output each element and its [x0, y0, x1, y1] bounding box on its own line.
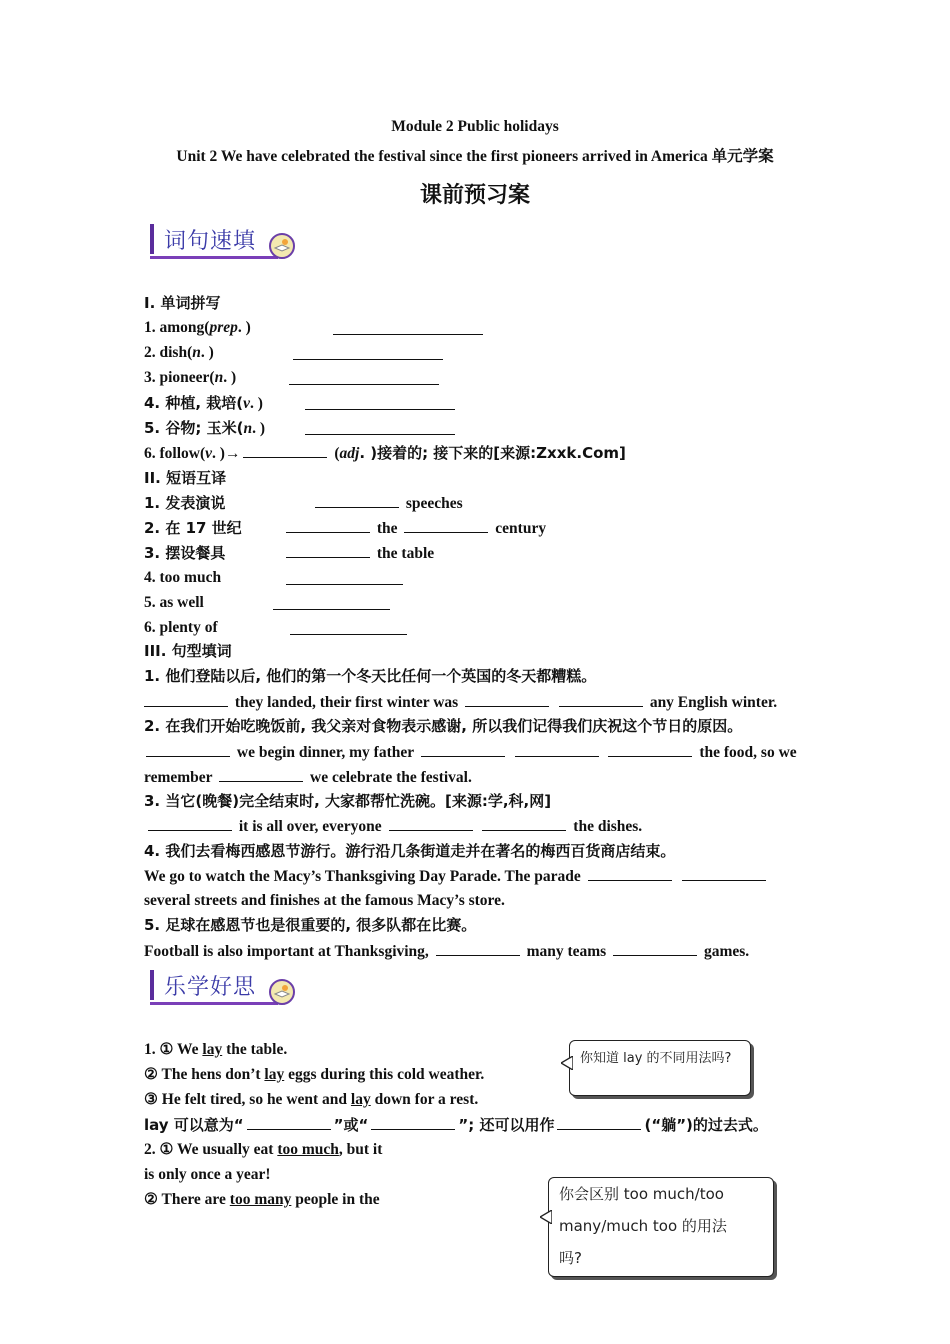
sentence-4-blank-b[interactable] [682, 866, 766, 881]
sentence-2-blank-e[interactable] [219, 767, 303, 782]
lay-example-1-pre: 1. ① We [144, 1041, 203, 1058]
vocab-item-3 [144, 368, 236, 388]
vocab-blank-5[interactable] [305, 420, 455, 435]
vocab-item-5-close: . ) [252, 420, 265, 437]
hint-bubble-line-3: 吗? [559, 1249, 582, 1267]
sentence-3-text-b: the dishes. [573, 818, 643, 835]
vocab-blank-4[interactable] [305, 395, 455, 410]
sentence-3-text-a: it is all over, everyone [238, 818, 382, 835]
hint-bubble-too-much [548, 1177, 774, 1277]
sentence-2-text-d: we celebrate the festival. [310, 769, 472, 786]
vocab-item-2-pos: n [192, 344, 201, 361]
phrase-item-2 [144, 518, 547, 539]
sentence-5-blank-a[interactable] [436, 941, 520, 956]
vocab-blank-1[interactable] [333, 320, 483, 335]
phrase-6-text: 6. plenty of [144, 619, 218, 636]
sentence-2-english-line2 [144, 767, 472, 788]
phrase-item-5 [144, 593, 204, 613]
hint-bubble-line-1: 你会区别 too much/too [559, 1185, 724, 1203]
part3-heading: III. 句型填词 [144, 642, 232, 660]
vocab-item-2-word: 2. dish( [144, 344, 193, 361]
sentence-2-text-a: we begin dinner, my father [236, 744, 414, 761]
vocab-item-1-word: 1. among( [144, 319, 210, 336]
module-title: Module 2 Public holidays [391, 118, 559, 135]
sentence-1-blank-a[interactable] [144, 692, 228, 707]
too-many-example-2 [144, 1190, 380, 1210]
vocab-item-1-pos: prep [209, 319, 238, 336]
vocab-item-3-word: 3. pioneer( [144, 369, 215, 386]
sentence-1-blank-c[interactable] [559, 692, 643, 707]
sentence-3-blank-c[interactable] [482, 816, 566, 831]
phrase-3-answer [283, 543, 434, 564]
phrase-2-mid: the [376, 520, 398, 537]
banner-title: 词句速填 [164, 229, 257, 254]
lay-example-2-keyword: lay [264, 1066, 285, 1083]
vocab-item-5-pos: n [243, 420, 253, 437]
too-much-example-1-keyword: too much [277, 1141, 339, 1158]
sentence-3-blank-b[interactable] [389, 816, 473, 831]
lay-blank-3[interactable] [557, 1115, 641, 1130]
sentence-2-blank-b[interactable] [421, 742, 505, 757]
sentence-1-text-b: any English winter. [649, 694, 778, 711]
bubble-pointer-icon [561, 1056, 573, 1070]
phrase-5-text: 5. as well [144, 594, 204, 611]
section-banner-think [150, 966, 302, 1014]
sentence-3-blank-a[interactable] [148, 816, 232, 831]
lay-example-3-pre: ③ He felt tired, so he went and [144, 1091, 351, 1108]
lay-example-2-pre: ② The hens don’t [144, 1066, 265, 1083]
sentence-2-blank-a[interactable] [146, 742, 230, 757]
vocab-blank-6[interactable] [243, 443, 327, 458]
phrase-3-text: 3. 摆设餐具 [144, 544, 226, 562]
sentence-2-english-line1 [144, 742, 797, 763]
sentence-5-english [144, 941, 749, 962]
lay-example-1 [144, 1040, 287, 1060]
phrase-1-text: 1. 发表演说 [144, 494, 226, 512]
vocab-item-2-close: . ) [200, 344, 214, 361]
vocab-item-6-arrow: . )→ [212, 445, 241, 462]
lay-example-3-keyword: lay [350, 1091, 371, 1108]
sentence-2-blank-d[interactable] [608, 742, 692, 757]
lay-example-3-post: down for a rest. [370, 1091, 479, 1108]
phrase-item-6 [144, 618, 218, 638]
phrase-blank-4[interactable] [286, 570, 403, 585]
sentence-5-chinese: 5. 足球在感恩节也是很重要的, 很多队都在比赛。 [144, 916, 477, 934]
vocab-item-6-pos: v [205, 445, 213, 462]
phrase-item-3 [144, 543, 435, 564]
vocab-item-1-close: . ) [237, 319, 251, 336]
lay-summary-b: ”或“ [333, 1116, 369, 1134]
banner-bar [150, 224, 154, 254]
part2-heading: II. 短语互译 [144, 469, 227, 487]
vocab-item-3-close: . ) [223, 369, 237, 386]
lay-summary-a: lay 可以意为“ [144, 1116, 244, 1134]
banner-underline [150, 1002, 278, 1005]
lay-summary [144, 1115, 768, 1136]
page-title: 课前预习案 [419, 183, 530, 208]
sentence-4-text-a: We go to watch the Macy’s Thanksgiving Day Parade. The parade [144, 868, 581, 885]
too-much-example-1 [144, 1140, 382, 1160]
vocab-blank-3[interactable] [289, 370, 439, 385]
sentence-1-chinese: 1. 他们登陆以后, 他们的第一个冬天比任何一个英国的冬天都糟糕。 [144, 667, 597, 685]
phrase-item-4 [144, 568, 221, 588]
vocab-item-4-close: . ) [250, 395, 263, 412]
vocab-item-3-pos: n [214, 369, 224, 386]
lay-summary-c: ”; 还可以用作 [458, 1116, 555, 1134]
too-much-example-1-cont: is only once a year! [144, 1166, 271, 1183]
hint-bubble-line-2: many/much too 的用法 [559, 1217, 727, 1235]
phrase-4-text: 4. too much [144, 569, 222, 586]
vocab-item-6-pos2: adj [339, 445, 360, 462]
vocab-item-4-pos: v [243, 395, 251, 412]
phrase-blank-3[interactable] [286, 543, 370, 558]
phrase-item-1 [144, 493, 463, 514]
banner-bar [150, 970, 154, 1000]
phrase-blank-1[interactable] [315, 493, 399, 508]
too-many-example-2-pre: ② There are [144, 1191, 230, 1208]
phrase-blank-6[interactable] [290, 620, 407, 635]
lay-blank-2[interactable] [371, 1115, 455, 1130]
phrase-1-answer [312, 493, 463, 514]
hint-bubble-lay-text: 你知道 lay 的不同用法吗? [580, 1051, 732, 1066]
lay-blank-1[interactable] [247, 1115, 331, 1130]
lay-example-2 [144, 1065, 484, 1085]
phrase-2-after: century [495, 520, 547, 537]
vocab-item-5-word: 5. 谷物; 玉米( [144, 419, 244, 437]
lay-example-1-post: the table. [222, 1041, 288, 1058]
phrase-2-answer [283, 518, 546, 539]
sentence-3-chinese: 3. 当它(晚餐)完全结束时, 大家都帮忙洗碗。[来源:学,科,网] [144, 792, 552, 810]
too-many-example-2-post: people in the [291, 1191, 380, 1208]
bubble-pointer-icon [540, 1210, 552, 1224]
sentence-4-english-line2: several streets and finishes at the famous Macy’s store. [144, 892, 505, 909]
lay-example-1-keyword: lay [202, 1041, 223, 1058]
phrase-3-after: the table [376, 545, 435, 562]
sentence-5-text-a: Football is also important at Thanksgiving, [144, 943, 429, 960]
too-much-example-1-post: , but it [338, 1141, 383, 1158]
phrase-blank-2a[interactable] [286, 518, 370, 533]
phrase-blank-2b[interactable] [404, 518, 488, 533]
vocab-blank-2[interactable] [293, 345, 443, 360]
sentence-5-text-c: games. [703, 943, 750, 960]
sentence-1-blank-b[interactable] [465, 692, 549, 707]
sentence-5-blank-b[interactable] [613, 941, 697, 956]
sentence-2-text-b: the food, so we [699, 744, 797, 761]
lay-summary-d: (“躺”)的过去式。 [644, 1116, 768, 1134]
sentence-4-english-line1 [144, 866, 769, 887]
vocab-item-6-meaning: . )接着的; 接下来的[来源:Zxxk.Com] [359, 444, 626, 462]
phrase-2-text: 2. 在 17 世纪 [144, 519, 242, 537]
sentence-5-text-b: many teams [526, 943, 607, 960]
vocab-item-6: 6. follow(v. )→ (adj. )接着的; 接下来的[来源:Zxxk.Com] [144, 444, 626, 462]
sentence-1-english [144, 692, 777, 713]
sentence-2-chinese: 2. 在我们开始吃晚饭前, 我父亲对食物表示感谢, 所以我们记得我们庆祝这个节日的原因。 [144, 717, 743, 735]
too-much-example-1-pre: 2. ① We usually eat [144, 1141, 278, 1158]
sentence-4-chinese: 4. 我们去看梅西感恩节游行。游行沿几条街道走并在著名的梅西百货商店结束。 [144, 842, 676, 860]
sentence-3-english [144, 816, 642, 837]
book-icon [268, 232, 296, 260]
banner-underline [150, 256, 278, 259]
hint-bubble-too-much-text [549, 1178, 773, 1280]
too-many-example-2-keyword: too many [229, 1191, 292, 1208]
lay-example-2-post: eggs during this cold weather. [284, 1066, 485, 1083]
banner-title: 乐学好思 [164, 975, 257, 1000]
vocab-item-4 [144, 393, 263, 414]
unit-title: Unit 2 We have celebrated the festival since the first pioneers arrived in America 单元学案 [176, 148, 774, 165]
phrase-1-after: speeches [405, 495, 463, 512]
phrase-blank-5[interactable] [273, 595, 390, 610]
vocab-item-6-word: 6. follow( [144, 445, 206, 462]
vocab-item-1 [144, 318, 251, 338]
vocab-item-4-word: 4. 种植, 栽培( [144, 394, 244, 412]
book-icon [268, 978, 296, 1006]
hint-bubble-lay [569, 1040, 751, 1096]
lay-example-3 [144, 1090, 478, 1110]
sentence-2-blank-c[interactable] [515, 742, 599, 757]
part1-heading: I. 单词拼写 [144, 294, 221, 312]
sentence-4-blank-a[interactable] [588, 866, 672, 881]
sentence-2-text-c: remember [144, 769, 213, 786]
vocab-item-5 [144, 418, 265, 439]
section-banner-vocab [150, 220, 302, 268]
vocab-item-2 [144, 343, 214, 363]
sentence-1-text-a: they landed, their first winter was [234, 694, 459, 711]
